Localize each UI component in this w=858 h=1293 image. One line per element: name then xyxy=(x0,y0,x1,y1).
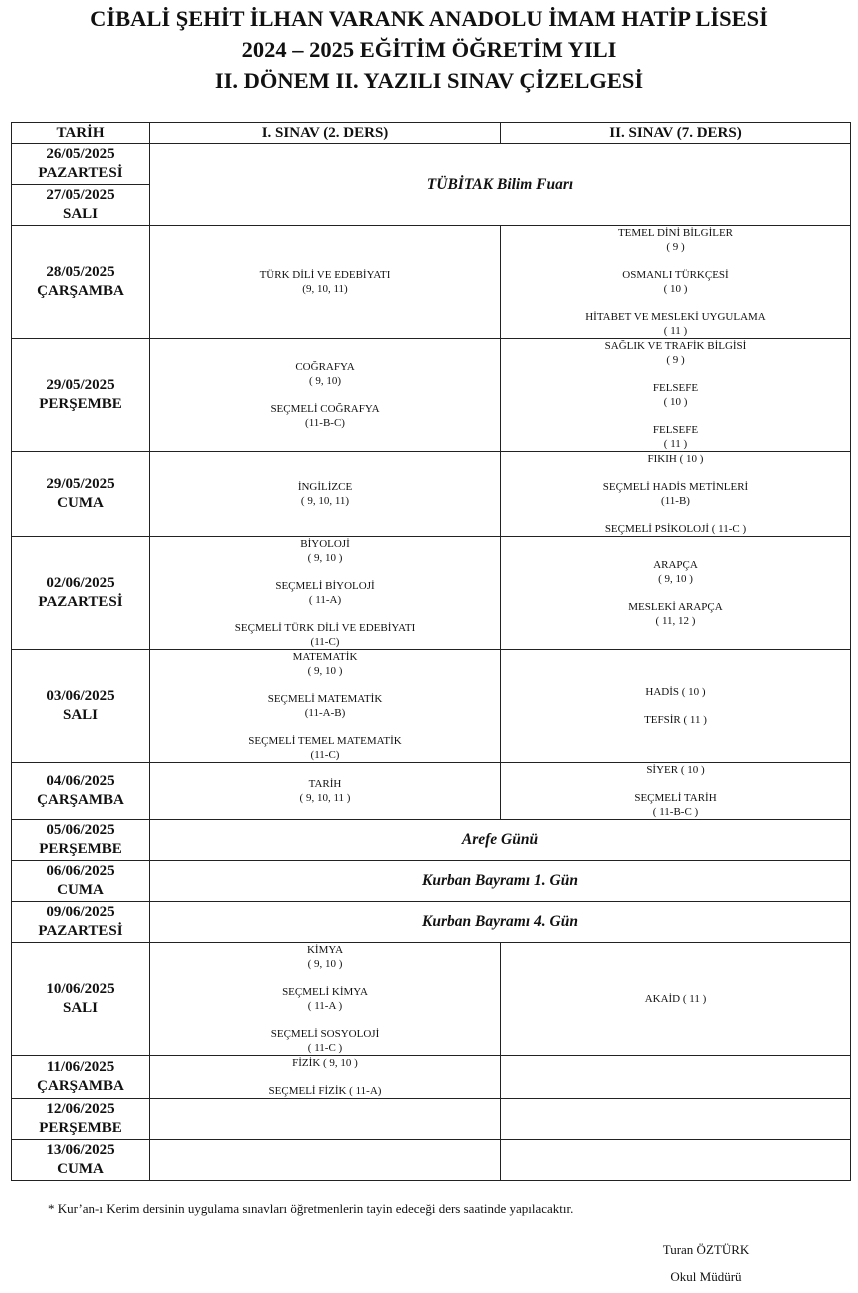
course-line: ( 9, 10 ) xyxy=(307,958,343,970)
course-line: (11-B) xyxy=(661,495,690,507)
exam-date: 06/06/2025 xyxy=(46,863,115,879)
course-line: ( 9, 10, 11 ) xyxy=(299,792,351,804)
table-row xyxy=(12,537,851,650)
exam-date: 29/05/2025 xyxy=(46,377,115,393)
course-line: (11-C) xyxy=(310,749,340,761)
exam-day: CUMA xyxy=(57,495,104,511)
course-line: COĞRAFYA xyxy=(295,361,355,373)
column-header-second-exam: II. SINAV (7. DERS) xyxy=(501,123,851,144)
course-line xyxy=(150,1070,500,1084)
table-row xyxy=(12,763,851,820)
course-line: ( 11-C ) xyxy=(307,1042,343,1054)
course-line: ARAPÇA xyxy=(653,559,698,571)
course-line: SEÇMELİ TÜRK DİLİ VE EDEBİYATI xyxy=(234,622,416,634)
course-line xyxy=(501,409,850,423)
course-line xyxy=(501,508,850,522)
course-line: ( 11-A ) xyxy=(307,1000,343,1012)
course-line: MATEMATİK xyxy=(292,651,358,663)
signature-name: Turan ÖZTÜRK xyxy=(662,1242,750,1257)
course-line: (11-B-C) xyxy=(305,417,345,429)
table-row xyxy=(12,861,851,902)
course-line xyxy=(150,607,500,621)
exam-date: 28/05/2025 xyxy=(46,264,115,280)
course-line: SEÇMELİ FİZİK ( 11-A) xyxy=(268,1085,382,1097)
course-line xyxy=(501,296,850,310)
course-line: ( 11-A) xyxy=(308,594,342,606)
second-exam-cell xyxy=(501,452,851,537)
exam-date: 05/06/2025 xyxy=(46,822,115,838)
exam-date: 11/06/2025 xyxy=(46,1059,115,1075)
course-line: ( 10 ) xyxy=(663,283,688,295)
table-header-row xyxy=(12,123,851,144)
course-line xyxy=(150,565,500,579)
column-header-date: TARİH xyxy=(12,123,150,144)
exam-day: PAZARTESİ xyxy=(38,923,123,939)
exam-day: CUMA xyxy=(57,882,104,898)
first-exam-cell xyxy=(150,226,501,339)
date-cell xyxy=(12,763,150,820)
event-cell: Kurban Bayramı 4. Gün xyxy=(150,902,851,943)
course-line: SEÇMELİ TARİH xyxy=(634,792,717,804)
course-line xyxy=(501,367,850,381)
course-line: SEÇMELİ HADİS METİNLERİ xyxy=(602,481,749,493)
first-exam-cell xyxy=(150,943,501,1056)
course-line: ( 10 ) xyxy=(663,396,688,408)
first-exam-cell xyxy=(150,763,501,820)
course-line: HİTABET VE MESLEKİ UYGULAMA xyxy=(585,311,766,323)
date-cell xyxy=(12,1056,150,1099)
date-cell xyxy=(12,537,150,650)
exam-day: ÇARŞAMBA xyxy=(37,283,124,299)
course-line xyxy=(150,678,500,692)
course-line: (9, 10, 11) xyxy=(302,283,348,295)
exam-day: SALI xyxy=(62,206,99,222)
exam-day: PAZARTESİ xyxy=(38,165,123,181)
date-cell xyxy=(12,1140,150,1181)
course-line: SEÇMELİ MATEMATİK xyxy=(267,693,383,705)
exam-day: SALI xyxy=(62,707,99,723)
course-line: SEÇMELİ SOSYOLOJİ xyxy=(270,1028,380,1040)
course-line xyxy=(150,1013,500,1027)
event-cell: Arefe Günü xyxy=(150,820,851,861)
column-header-first-exam: I. SINAV (2. DERS) xyxy=(150,123,501,144)
course-line: MESLEKİ ARAPÇA xyxy=(628,601,723,613)
course-line: (11-A-B) xyxy=(304,707,346,719)
course-line xyxy=(150,971,500,985)
course-line: FELSEFE xyxy=(652,424,699,436)
table-row xyxy=(12,1056,851,1099)
first-exam-cell xyxy=(150,1140,501,1181)
exam-date: 09/06/2025 xyxy=(46,904,115,920)
course-line: ( 9 ) xyxy=(666,241,685,253)
table-row xyxy=(12,144,851,185)
course-line: SEÇMELİ COĞRAFYA xyxy=(270,403,380,415)
exam-date: 12/06/2025 xyxy=(46,1101,115,1117)
exam-day: PAZARTESİ xyxy=(38,594,123,610)
event-cell: TÜBİTAK Bilim Fuarı xyxy=(150,144,851,226)
course-line: ( 11 ) xyxy=(663,325,688,337)
exam-day: PERŞEMBE xyxy=(39,1120,122,1136)
course-line: OSMANLI TÜRKÇESİ xyxy=(622,269,729,281)
exam-day: CUMA xyxy=(57,1161,104,1177)
exam-date: 27/05/2025 xyxy=(46,187,115,203)
course-line xyxy=(501,777,850,791)
course-line: TEMEL DİNİ BİLGİLER xyxy=(617,227,734,239)
first-exam-cell xyxy=(150,537,501,650)
course-line: SEÇMELİ TEMEL MATEMATİK xyxy=(248,735,402,747)
first-exam-cell xyxy=(150,452,501,537)
date-cell xyxy=(12,226,150,339)
first-exam-cell xyxy=(150,1099,501,1140)
course-line xyxy=(150,388,500,402)
first-exam-cell xyxy=(150,1056,501,1099)
school-name: CİBALİ ŞEHİT İLHAN VARANK ANADOLU İMAM HATİP LİSESİ xyxy=(90,6,768,31)
first-exam-cell xyxy=(150,650,501,763)
event-cell: Kurban Bayramı 1. Gün xyxy=(150,861,851,902)
date-cell xyxy=(12,339,150,452)
table-row xyxy=(12,1140,851,1181)
course-line: ( 11-B-C ) xyxy=(652,806,699,818)
second-exam-cell xyxy=(501,537,851,650)
second-exam-cell xyxy=(501,226,851,339)
course-line: ( 11 ) xyxy=(663,438,688,450)
date-cell xyxy=(12,861,150,902)
table-row xyxy=(12,226,851,339)
table-row xyxy=(12,1099,851,1140)
exam-day: PERŞEMBE xyxy=(39,396,122,412)
course-line xyxy=(501,466,850,480)
course-line: (11-C) xyxy=(310,636,340,648)
table-row xyxy=(12,943,851,1056)
exam-date: 02/06/2025 xyxy=(46,575,115,591)
course-line: SEÇMELİ BİYOLOJİ xyxy=(275,580,375,592)
table-row xyxy=(12,650,851,763)
course-line: ( 9, 10, 11) xyxy=(300,495,350,507)
second-exam-cell xyxy=(501,650,851,763)
second-exam-cell xyxy=(501,339,851,452)
date-cell xyxy=(12,902,150,943)
footnote: * Kur’an-ı Kerim dersinin uygulama sınavları öğretmenlerin tayin edeceği ders saatinde yapılacaktır. xyxy=(48,1201,574,1216)
exam-date: 10/06/2025 xyxy=(46,981,115,997)
second-exam-cell xyxy=(501,943,851,1056)
date-cell xyxy=(12,1099,150,1140)
course-line: ( 9 ) xyxy=(666,354,685,366)
date-cell xyxy=(12,144,150,185)
table-row xyxy=(12,339,851,452)
exam-date: 29/05/2025 xyxy=(46,476,115,492)
course-line: ( 11, 12 ) xyxy=(655,615,696,627)
course-line: ( 9, 10 ) xyxy=(307,552,343,564)
course-line xyxy=(501,699,850,713)
first-exam-cell xyxy=(150,339,501,452)
date-cell xyxy=(12,820,150,861)
exam-day: SALI xyxy=(62,1000,99,1016)
course-line: SAĞLIK VE TRAFİK BİLGİSİ xyxy=(604,340,747,352)
course-line: FIKIH ( 10 ) xyxy=(647,453,704,465)
course-line xyxy=(150,720,500,734)
course-line: SİYER ( 10 ) xyxy=(646,764,705,776)
exam-day: ÇARŞAMBA xyxy=(37,792,124,808)
course-line: İNGİLİZCE xyxy=(297,481,353,493)
exam-date: 13/06/2025 xyxy=(46,1142,115,1158)
course-line: ( 9, 10 ) xyxy=(658,573,693,585)
course-line: ( 9, 10) xyxy=(308,375,342,387)
date-cell xyxy=(12,185,150,226)
table-row xyxy=(12,452,851,537)
exam-day: ÇARŞAMBA xyxy=(37,1078,124,1094)
course-line: AKAİD ( 11 ) xyxy=(644,993,707,1005)
table-row xyxy=(12,820,851,861)
course-line: ( 9, 10 ) xyxy=(307,665,343,677)
course-line: BİYOLOJİ xyxy=(300,538,350,550)
second-exam-cell xyxy=(501,763,851,820)
course-line: SEÇMELİ KİMYA xyxy=(282,986,368,998)
second-exam-cell xyxy=(501,1056,851,1099)
date-cell xyxy=(12,943,150,1056)
course-line: TARİH xyxy=(308,778,342,790)
date-cell xyxy=(12,650,150,763)
table-row xyxy=(12,902,851,943)
exam-date: 04/06/2025 xyxy=(46,773,115,789)
course-line: FELSEFE xyxy=(652,382,699,394)
document-title: II. DÖNEM II. YAZILI SINAV ÇİZELGESİ xyxy=(214,68,644,93)
course-line: FİZİK ( 9, 10 ) xyxy=(292,1057,358,1069)
course-line: TEFSİR ( 11 ) xyxy=(644,714,707,726)
second-exam-cell xyxy=(501,1140,851,1181)
academic-year: 2024 – 2025 EĞİTİM ÖĞRETİM YILI xyxy=(241,37,617,62)
course-line: KİMYA xyxy=(306,944,344,956)
course-line: HADİS ( 10 ) xyxy=(645,686,706,698)
exam-day: PERŞEMBE xyxy=(39,841,122,857)
second-exam-cell xyxy=(501,1099,851,1140)
exam-date: 26/05/2025 xyxy=(46,146,115,162)
signature-title: Okul Müdürü xyxy=(670,1269,742,1284)
course-line: TÜRK DİLİ VE EDEBİYATI xyxy=(259,269,391,281)
exam-date: 03/06/2025 xyxy=(46,688,115,704)
course-line xyxy=(501,254,850,268)
course-line: SEÇMELİ PSİKOLOJİ ( 11-C ) xyxy=(604,523,747,535)
exam-schedule-table xyxy=(11,122,851,1181)
course-line xyxy=(501,586,850,600)
date-cell xyxy=(12,452,150,537)
